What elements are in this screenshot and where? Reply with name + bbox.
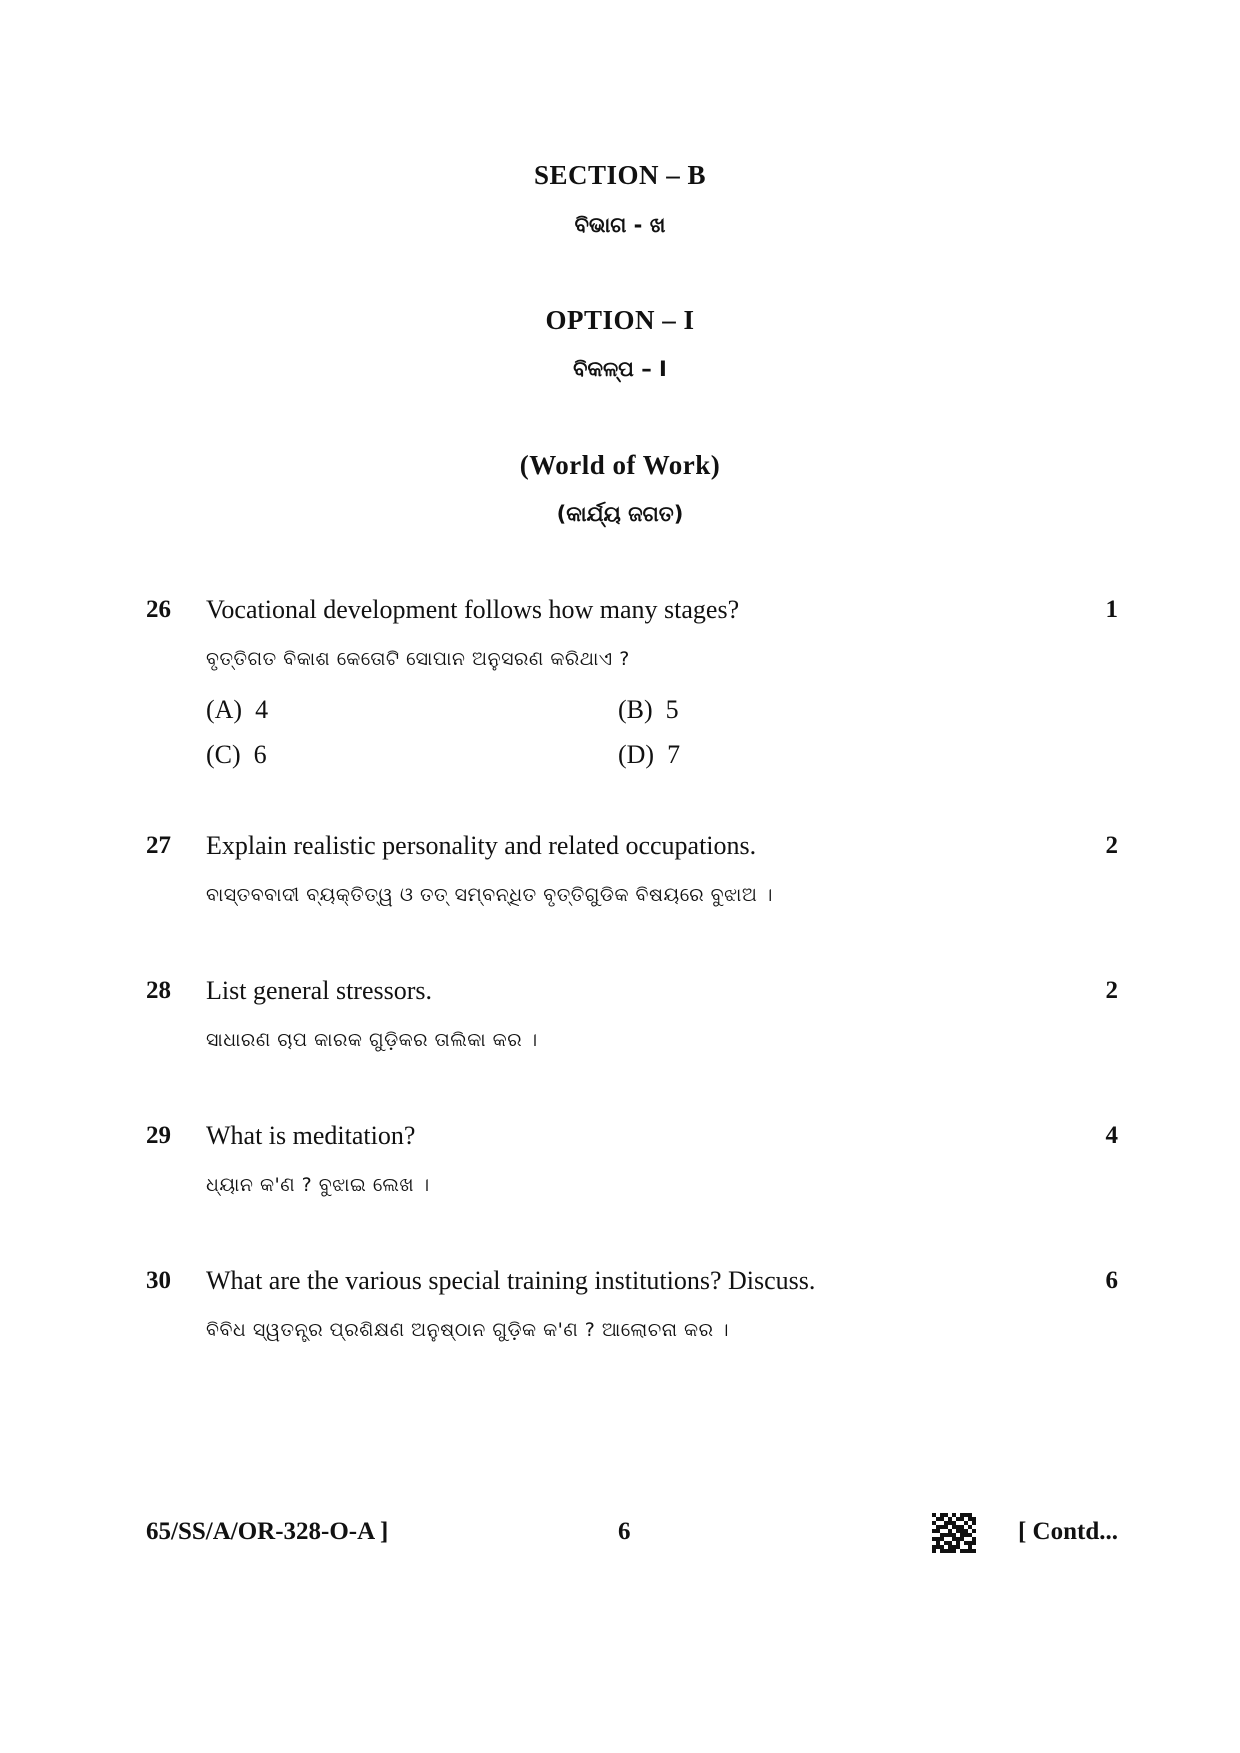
option-value: 6 (253, 740, 267, 769)
question-text-odia: ସାଧାରଣ ଚାପ କାରକ ଗୁଡ଼ିକର ତାଲିକା କର । (206, 1029, 538, 1051)
subject-title: (World of Work) (519, 450, 721, 480)
question-text: Explain realistic personality and related occupations. (206, 831, 757, 860)
option-c (206, 740, 267, 770)
question-marks: 6 (1105, 1267, 1118, 1294)
option-b (618, 695, 679, 725)
question-number: 27 (146, 832, 171, 859)
option-label: (C) (206, 740, 241, 769)
question-text: List general stressors. (206, 976, 433, 1005)
option-value: 7 (667, 740, 681, 769)
question-number: 29 (146, 1122, 171, 1149)
option-d (618, 740, 680, 770)
section-title-odia: ବିଭାଗ - ଖ (574, 213, 666, 237)
section-title: SECTION – B (533, 160, 707, 190)
option-label: (D) (618, 740, 655, 769)
question-marks: 4 (1105, 1122, 1118, 1149)
question-number: 28 (146, 977, 171, 1004)
subject-title-odia: (କାର୍ଯ୍ୟ ଜଗତ) (556, 502, 684, 526)
option-value: 5 (665, 695, 679, 724)
option-a (206, 695, 268, 725)
continued-label: [ Contd... (1017, 1518, 1118, 1545)
question-text: What is meditation? (206, 1121, 416, 1150)
qr-code-icon (932, 1513, 976, 1553)
question-text: Vocational development follows how many stages? (206, 595, 740, 624)
option-title: OPTION – I (545, 305, 695, 335)
question-text-odia: ବାସ୍ତବବାଦୀ ବ୍ୟକ୍ତିତ୍ୱ ଓ ତତ୍ ସମ୍ବନ୍ଧିତ ବୃତ୍ତିଗୁଡିକ ବିଷୟରେ ବୁଝାଅ । (206, 884, 773, 906)
question-text-odia: ବୃତ୍ତିଗତ ବିକାଶ କେତୋଟି ସୋପାନ ଅନୁସରଣ କରିଥାଏ ? (206, 648, 630, 670)
page-number: 6 (618, 1518, 631, 1545)
option-label: (A) (206, 695, 243, 724)
question-marks: 1 (1105, 596, 1118, 623)
question-text-odia: ବିବିଧ ସ୍ୱତନ୍ତ୍ର ପ୍ରଶିକ୍ଷଣ ଅନୁଷ୍ଠାନ ଗୁଡ଼ିକ କ'ଣ ? ଆଲୋଚନା କର । (206, 1319, 730, 1341)
option-title-odia: ବିକଳ୍ପ – I (573, 357, 667, 381)
option-label: (B) (618, 695, 653, 724)
question-number: 26 (146, 596, 171, 623)
option-value: 4 (255, 695, 269, 724)
paper-code: 65/SS/A/OR-328-O-A ] (146, 1518, 389, 1545)
question-text: What are the various special training institutions? Discuss. (206, 1266, 816, 1295)
question-number: 30 (146, 1267, 171, 1294)
question-marks: 2 (1105, 832, 1118, 859)
question-text-odia: ଧ୍ୟାନ କ'ଣ ? ବୁଝାଇ ଲେଖ । (206, 1174, 430, 1196)
question-marks: 2 (1105, 977, 1118, 1004)
